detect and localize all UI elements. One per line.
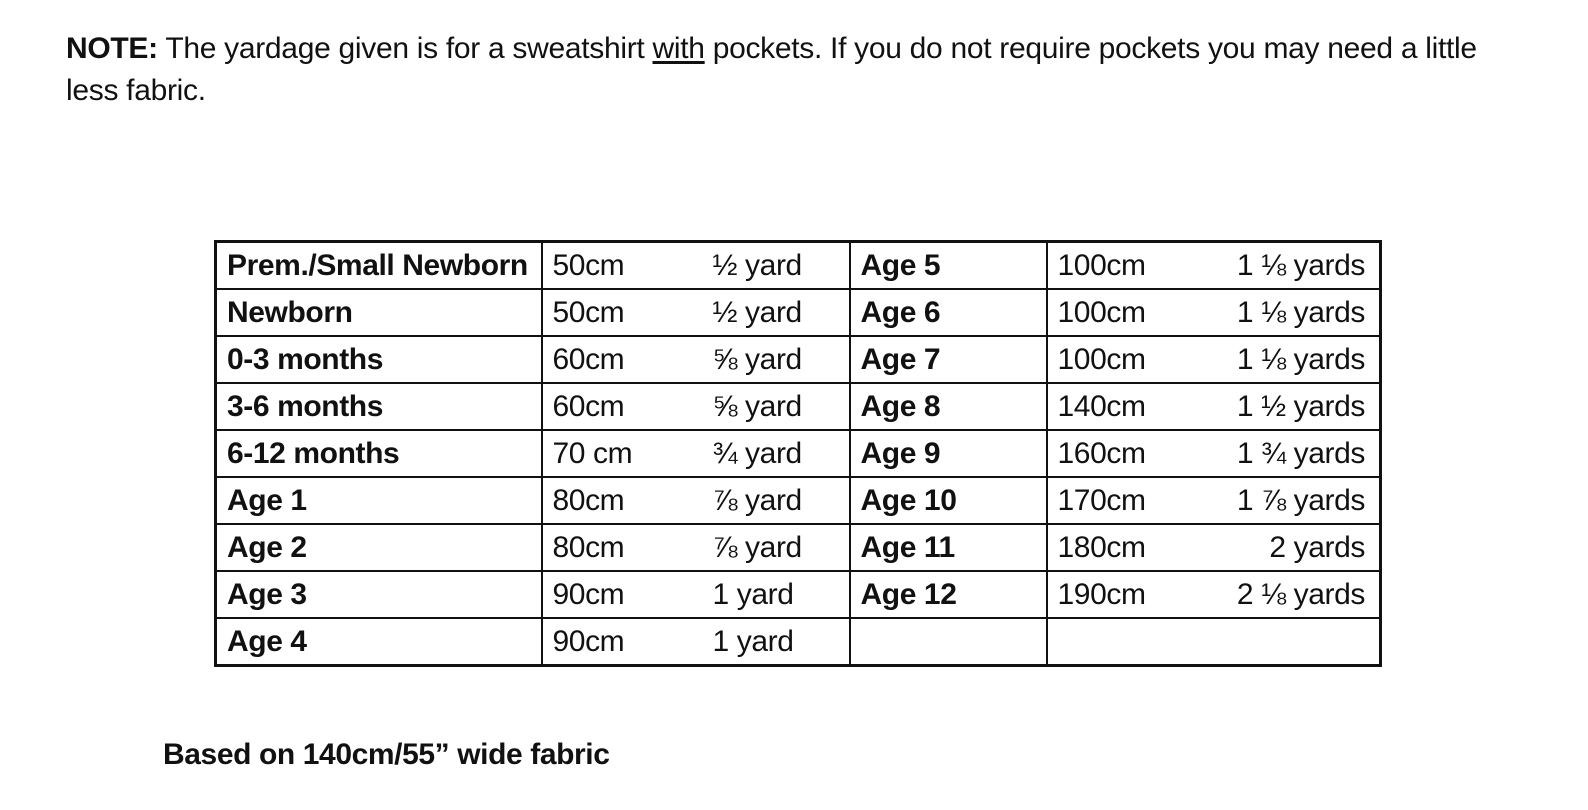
yard-value: 1 ⅞ yards (1236, 484, 1365, 517)
size-cell: 3-6 months (216, 383, 542, 430)
cm-value: 70 cm (552, 437, 633, 470)
cm-value: 160cm (1057, 437, 1146, 470)
yard-value: 1 ⅛ yards (1236, 296, 1365, 329)
cm-value: 100cm (1057, 343, 1146, 376)
cm-value: 80cm (552, 531, 625, 564)
table-row (216, 571, 1381, 618)
measurement-cell (542, 336, 850, 383)
measurement-cell (542, 383, 850, 430)
measurement-cell (1047, 289, 1381, 336)
table-row (216, 336, 1381, 383)
table-row (216, 524, 1381, 571)
size-cell: 0-3 months (216, 336, 542, 383)
measurement-cell (542, 477, 850, 524)
measurement-cell (542, 618, 850, 666)
table-row (216, 430, 1381, 477)
yard-value: 1 ⅛ yards (1236, 249, 1365, 282)
yard-value: 1 ¾ yards (1236, 437, 1365, 470)
measurement-cell (542, 242, 850, 290)
size-cell: Age 6 (850, 289, 1047, 336)
measurement-cell (542, 524, 850, 571)
yard-value: ½ yard (712, 249, 802, 282)
measurement-cell (542, 430, 850, 477)
table-row (216, 477, 1381, 524)
yard-value: 1 ½ yards (1236, 390, 1365, 423)
yard-value: ⅞ yard (712, 484, 802, 517)
yardage-table-body (216, 242, 1381, 666)
table-row (216, 242, 1381, 290)
yard-value: 2 yards (1269, 531, 1365, 564)
cm-value: 180cm (1057, 531, 1146, 564)
yard-value: 1 yard (712, 625, 794, 658)
cm-value: 190cm (1057, 578, 1146, 611)
size-cell: Age 2 (216, 524, 542, 571)
size-cell: Age 12 (850, 571, 1047, 618)
size-cell: Age 4 (216, 618, 542, 666)
note-text-after: pockets. If you do not require pockets you may need a little less fabric. (66, 32, 1477, 107)
size-cell: Age 5 (850, 242, 1047, 290)
yard-value: 2 ⅛ yards (1236, 578, 1365, 611)
size-cell: Age 10 (850, 477, 1047, 524)
table-row (216, 383, 1381, 430)
measurement-cell (1047, 524, 1381, 571)
measurement-cell (542, 289, 850, 336)
size-cell: Prem./Small Newborn (216, 242, 542, 290)
size-cell: Newborn (216, 289, 542, 336)
note-lead: NOTE: (66, 32, 158, 65)
measurement-cell (1047, 383, 1381, 430)
measurement-cell (1047, 242, 1381, 290)
cm-value: 50cm (552, 249, 625, 282)
cm-value: 60cm (552, 343, 625, 376)
measurement-cell (542, 571, 850, 618)
yard-value: ⅞ yard (712, 531, 802, 564)
note-text-before: The yardage given is for a sweatshirt (157, 32, 653, 65)
size-cell (850, 618, 1047, 666)
note-emphasis: with (652, 32, 705, 65)
cm-value: 100cm (1057, 249, 1146, 282)
yard-value: ½ yard (712, 296, 802, 329)
size-cell: Age 1 (216, 477, 542, 524)
cm-value: 60cm (552, 390, 625, 423)
table-row (216, 618, 1381, 666)
cm-value: 90cm (552, 578, 625, 611)
cm-value: 90cm (552, 625, 625, 658)
yard-value: ¾ yard (712, 437, 802, 470)
size-cell: Age 3 (216, 571, 542, 618)
cm-value: 50cm (552, 296, 625, 329)
measurement-cell (1047, 618, 1381, 666)
size-cell: Age 9 (850, 430, 1047, 477)
measurement-cell (1047, 571, 1381, 618)
size-cell: Age 8 (850, 383, 1047, 430)
cm-value: 80cm (552, 484, 625, 517)
yard-value: 1 ⅛ yards (1236, 343, 1365, 376)
cm-value: 170cm (1057, 484, 1146, 517)
cm-value: 140cm (1057, 390, 1146, 423)
measurement-cell (1047, 477, 1381, 524)
cm-value: 100cm (1057, 296, 1146, 329)
yard-value: ⅝ yard (712, 390, 802, 423)
yard-value: ⅝ yard (712, 343, 802, 376)
yardage-table (214, 240, 1382, 667)
fabric-width-note: Based on 140cm/55” wide fabric (163, 738, 610, 771)
size-cell: 6-12 months (216, 430, 542, 477)
yard-value: 1 yard (712, 578, 794, 611)
size-cell: Age 7 (850, 336, 1047, 383)
measurement-cell (1047, 430, 1381, 477)
pocket-note (66, 28, 1526, 112)
size-cell: Age 11 (850, 524, 1047, 571)
measurement-cell (1047, 336, 1381, 383)
table-row (216, 289, 1381, 336)
